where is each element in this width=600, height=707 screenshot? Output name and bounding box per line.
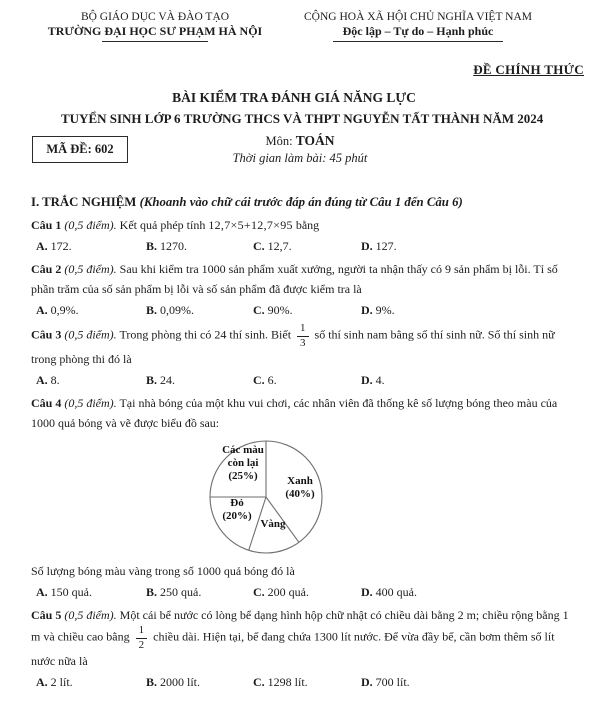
option-d: D. 700 lít. bbox=[361, 675, 410, 690]
option-c: C. 12,7. bbox=[253, 239, 292, 253]
question-4-label: Câu 4 bbox=[31, 396, 62, 411]
option-a: A. 8. bbox=[36, 373, 60, 388]
exam-title: BÀI KIỂM TRA ĐÁNH GIÁ NĂNG LỰC bbox=[172, 90, 416, 105]
question-5 bbox=[31, 605, 569, 671]
left-header-underline bbox=[102, 41, 208, 42]
university-name: TRƯỜNG ĐẠI HỌC SƯ PHẠM HÀ NỘI bbox=[47, 24, 263, 38]
option-c: C. 6. bbox=[253, 373, 277, 388]
option-d: D. 400 quả. bbox=[361, 585, 417, 600]
pie-label-cac-mau-con-lai: Các màu còn lại (25%) bbox=[222, 444, 264, 483]
subject-block bbox=[160, 133, 440, 166]
exam-code-box: MÃ ĐỀ: 602 bbox=[32, 136, 128, 163]
question-2-options bbox=[31, 300, 569, 320]
question-5-options bbox=[31, 672, 569, 692]
subject-line bbox=[160, 133, 440, 149]
option-d: D. 4. bbox=[361, 373, 385, 388]
pie-chart bbox=[204, 435, 328, 559]
issuing-authority-block bbox=[35, 10, 275, 42]
option-a: A. 2 lít. bbox=[36, 675, 73, 690]
option-a: A. 172. bbox=[36, 239, 72, 253]
ministry-name: BỘ GIÁO DỤC VÀ ĐÀO TẠO bbox=[80, 11, 230, 23]
subject-label: Môn: bbox=[265, 134, 293, 148]
exam-subtitle: TUYỂN SINH LỚP 6 TRƯỜNG THCS VÀ THPT NGUYỄN TẤT THÀNH NĂM 2024 bbox=[61, 111, 544, 126]
question-1-points: (0,5 điểm). bbox=[64, 218, 117, 232]
section-heading-main: I. TRẮC NGHIỆM bbox=[31, 195, 137, 209]
question-2-label: Câu 2 bbox=[31, 262, 62, 276]
pie-label-xanh: Xanh (40%) bbox=[285, 475, 315, 501]
question-3-text: Trong phòng thi có 24 thí sinh. Biết bbox=[119, 327, 292, 342]
section-heading-note: (Khoanh vào chữ cái trước đáp án đúng từ Câu 1 đến Câu 6) bbox=[139, 195, 463, 209]
question-3 bbox=[31, 323, 569, 369]
question-4-text: Tại nhà bóng của một khu vui chơi, các nhân viên đã thống kê số lượng bóng theo màu của 1000 quả bóng và vẽ được biểu đồ sau: bbox=[31, 396, 558, 431]
option-b: B. 2000 lít. bbox=[146, 675, 201, 690]
subject-value: TOÁN bbox=[295, 133, 335, 148]
pie-label-do: Đỏ (20%) bbox=[222, 497, 252, 523]
question-2 bbox=[31, 259, 569, 299]
option-c: C. 1298 lít. bbox=[253, 675, 308, 690]
option-d: D. 9%. bbox=[361, 303, 395, 317]
option-c: C. 90%. bbox=[253, 303, 293, 317]
title-block bbox=[61, 89, 544, 128]
republic-name: CỘNG HOÀ XÃ HỘI CHỦ NGHĨA VIỆT NAM bbox=[304, 11, 532, 23]
question-3-label: Câu 3 bbox=[31, 327, 62, 342]
question-5-points: (0,5 điểm). bbox=[64, 608, 117, 623]
question-1 bbox=[31, 215, 569, 235]
question-1-label: Câu 1 bbox=[31, 218, 62, 232]
question-1-text-end: bằng bbox=[295, 218, 320, 232]
option-d: D. 127. bbox=[361, 239, 397, 253]
pie-label-vang: Vàng bbox=[260, 518, 286, 531]
question-4-points: (0,5 điểm). bbox=[64, 396, 117, 411]
question-3-points: (0,5 điểm). bbox=[64, 327, 117, 342]
document-header bbox=[31, 10, 569, 56]
question-1-text: Kết quả phép tính bbox=[119, 218, 206, 232]
question-5-text-end: chiều dài. Hiện tại, bể đang chứa 1300 lít nước. Để vừa đầy bể, cần bơm thêm số lít nước nữa là bbox=[31, 629, 555, 669]
official-exam-stamp: ĐỀ CHÍNH THỨC bbox=[473, 62, 584, 77]
option-c: C. 200 quả. bbox=[253, 585, 309, 600]
question-4 bbox=[31, 393, 569, 433]
question-4-followup: Số lượng bóng màu vàng trong số 1000 quả bóng đó là bbox=[31, 564, 295, 579]
question-3-options bbox=[31, 370, 569, 390]
question-1-options bbox=[31, 236, 569, 256]
question-5-label: Câu 5 bbox=[31, 608, 62, 623]
national-motto-block bbox=[290, 10, 546, 42]
right-header-underline bbox=[333, 41, 503, 42]
question-5-text: Một cái bể nước có lòng bể dạng hình hộp chữ nhật có chiều dài bằng 2 m; chiều rộng bằng 1 m và chiều cao bằng bbox=[31, 608, 569, 644]
question-2-text: Sau khi kiểm tra 1000 sản phẩm xuất xưởng, người ta nhận thấy có 9 sản phẩm bị lỗi. Tỉ số phần trăm của số sản phẩm bị lỗi và số sản phẩm đã được kiểm tra là bbox=[31, 262, 558, 296]
question-1-expression: 12,7×5+12,7×95 bbox=[208, 218, 293, 232]
duration-line: Thời gian làm bài: 45 phút bbox=[232, 151, 368, 165]
question-2-points: (0,5 điểm). bbox=[64, 262, 117, 276]
fraction-one-half: $\frac{1}{2}$ bbox=[136, 625, 148, 651]
question-4-options bbox=[31, 582, 569, 602]
option-b: B. 24. bbox=[146, 373, 176, 388]
option-b: B. 1270. bbox=[146, 239, 188, 253]
option-b: B. 250 quả. bbox=[146, 585, 202, 600]
fraction-one-third: $\frac{1}{3}$ bbox=[297, 323, 309, 349]
motto-line: Độc lập – Tự do – Hạnh phúc bbox=[342, 24, 494, 38]
exam-meta-row bbox=[31, 133, 569, 175]
option-a: A. 150 quả. bbox=[36, 585, 92, 600]
section-heading bbox=[31, 192, 569, 212]
question-3-text-end: số thí sinh nam bằng số thí sinh nữ. Số thí sinh nữ trong phòng thi đó là bbox=[31, 327, 555, 367]
option-a: A. 0,9%. bbox=[36, 303, 79, 317]
option-b: B. 0,09%. bbox=[146, 303, 195, 317]
